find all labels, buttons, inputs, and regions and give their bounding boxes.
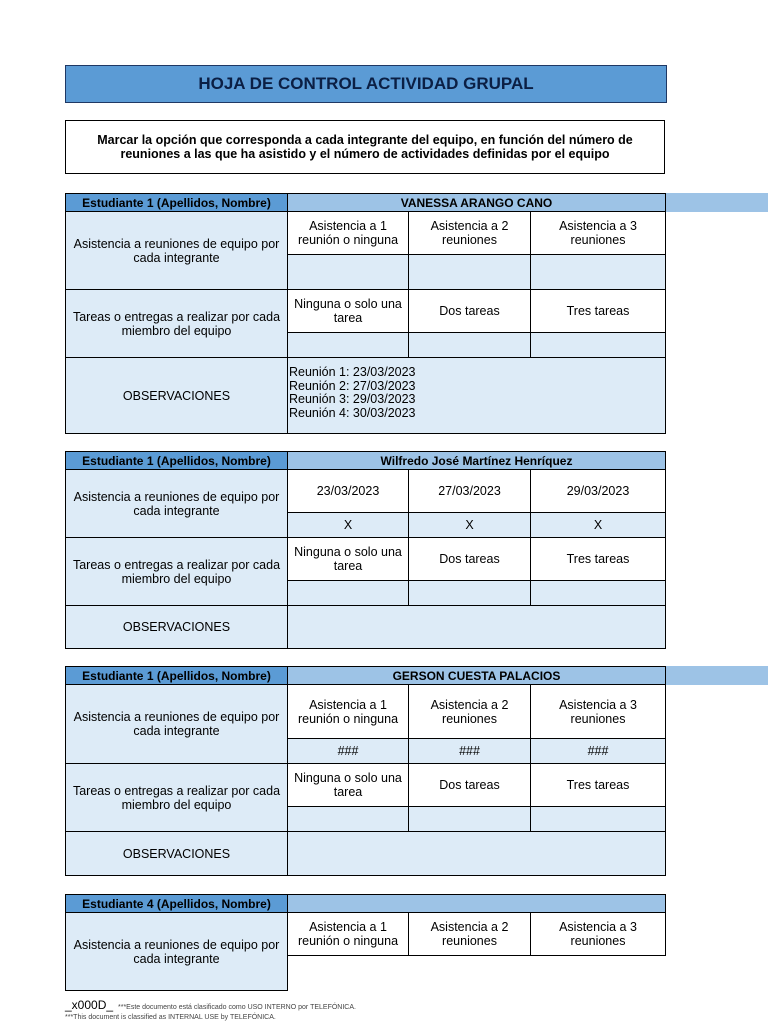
- page-title: HOJA DE CONTROL ACTIVIDAD GRUPAL: [65, 65, 667, 103]
- attendance-option-1: Asistencia a 1 reunión o ninguna: [288, 212, 409, 255]
- tasks-label: Tareas o entregas a realizar por cada miembro del equipo: [65, 538, 288, 606]
- observations-cell[interactable]: [288, 606, 666, 649]
- attendance-value-2[interactable]: [409, 255, 531, 290]
- attendance-value-3[interactable]: [531, 255, 666, 290]
- attendance-label: Asistencia a reuniones de equipo por cada integrante: [65, 685, 288, 764]
- task-value-1[interactable]: [288, 581, 409, 606]
- student-section-1: [65, 193, 768, 434]
- classification-note-en: ***This document is classified as INTERNAL USE by TELEFÓNICA.: [65, 1014, 276, 1021]
- observations-cell[interactable]: [288, 832, 666, 876]
- attendance-option-3: Asistencia a 3 reuniones: [531, 913, 666, 956]
- task-value-3[interactable]: [531, 333, 666, 358]
- attendance-value-3[interactable]: ###: [531, 739, 666, 764]
- attendance-option-3: 29/03/2023: [531, 470, 666, 513]
- tasks-label: Tareas o entregas a realizar por cada miembro del equipo: [65, 290, 288, 358]
- task-option-3: Tres tareas: [531, 764, 666, 807]
- task-value-1[interactable]: [288, 333, 409, 358]
- task-value-2[interactable]: [409, 581, 531, 606]
- attendance-option-1: 23/03/2023: [288, 470, 409, 513]
- attendance-option-1: Asistencia a 1 reunión o ninguna: [288, 685, 409, 739]
- student-header-label: Estudiante 4 (Apellidos, Nombre): [65, 894, 288, 913]
- attendance-option-2: 27/03/2023: [409, 470, 531, 513]
- attendance-value-1[interactable]: X: [288, 513, 409, 538]
- student-name[interactable]: GERSON CUESTA PALACIOS: [288, 666, 666, 685]
- header-extension: [666, 666, 768, 685]
- attendance-option-2: Asistencia a 2 reuniones: [409, 212, 531, 255]
- attendance-label: Asistencia a reuniones de equipo por cada integrante: [65, 212, 288, 290]
- attendance-option-1: Asistencia a 1 reunión o ninguna: [288, 913, 409, 956]
- task-value-3[interactable]: [531, 581, 666, 606]
- student-header-label: Estudiante 1 (Apellidos, Nombre): [65, 666, 288, 685]
- attendance-value-3[interactable]: X: [531, 513, 666, 538]
- attendance-value-2[interactable]: ###: [409, 739, 531, 764]
- tasks-label: Tareas o entregas a realizar por cada miembro del equipo: [65, 764, 288, 832]
- attendance-value-1[interactable]: ###: [288, 739, 409, 764]
- task-option-2: Dos tareas: [409, 290, 531, 333]
- task-option-2: Dos tareas: [409, 764, 531, 807]
- observation-line: Reunión 1: 23/03/2023: [289, 365, 416, 379]
- task-option-2: Dos tareas: [409, 538, 531, 581]
- attendance-value-1[interactable]: [288, 255, 409, 290]
- attendance-option-3: Asistencia a 3 reuniones: [531, 685, 666, 739]
- student-section-4: [65, 894, 768, 1014]
- attendance-option-3: Asistencia a 3 reuniones: [531, 212, 666, 255]
- task-option-1: Ninguna o solo una tarea: [288, 764, 409, 807]
- observation-line: Reunión 2: 27/03/2023: [289, 378, 416, 393]
- task-value-2[interactable]: [409, 807, 531, 832]
- task-value-1[interactable]: [288, 807, 409, 832]
- observation-line: Reunión 3: 29/03/2023: [289, 392, 416, 406]
- task-option-3: Tres tareas: [531, 290, 666, 333]
- task-value-3[interactable]: [531, 807, 666, 832]
- student-name[interactable]: VANESSA ARANGO CANO: [288, 193, 666, 212]
- student-section-3: [65, 666, 768, 876]
- student-name[interactable]: [288, 894, 666, 913]
- observations-label: OBSERVACIONES: [65, 606, 288, 649]
- student-header-label: Estudiante 1 (Apellidos, Nombre): [65, 451, 288, 470]
- instructions-box: Marcar la opción que corresponda a cada integrante del equipo, en función del número de reuniones a las que ha asistido y el número de actividades definidas por el equipo: [65, 120, 665, 174]
- attendance-value-2[interactable]: X: [409, 513, 531, 538]
- attendance-option-2: Asistencia a 2 reuniones: [409, 685, 531, 739]
- attendance-option-2: Asistencia a 2 reuniones: [409, 913, 531, 956]
- attendance-label: Asistencia a reuniones de equipo por cada integrante: [65, 470, 288, 538]
- header-extension: [666, 193, 768, 212]
- student-name[interactable]: Wilfredo José Martínez Henríquez: [288, 451, 666, 470]
- task-option-1: Ninguna o solo una tarea: [288, 538, 409, 581]
- observations-label: OBSERVACIONES: [65, 832, 288, 876]
- observations-cell[interactable]: [288, 358, 666, 434]
- footer-code: _x000D_: [65, 998, 114, 1012]
- task-option-1: Ninguna o solo una tarea: [288, 290, 409, 333]
- student-section-2: [65, 451, 768, 649]
- attendance-label: Asistencia a reuniones de equipo por cada integrante: [65, 913, 288, 991]
- observation-line: Reunión 4: 30/03/2023: [289, 405, 416, 420]
- classification-note-es: ***Este documento está clasificado como USO INTERNO por TELEFÓNICA.: [118, 1004, 356, 1011]
- task-option-3: Tres tareas: [531, 538, 666, 581]
- student-header-label: Estudiante 1 (Apellidos, Nombre): [65, 193, 288, 212]
- observations-label: OBSERVACIONES: [65, 358, 288, 434]
- task-value-2[interactable]: [409, 333, 531, 358]
